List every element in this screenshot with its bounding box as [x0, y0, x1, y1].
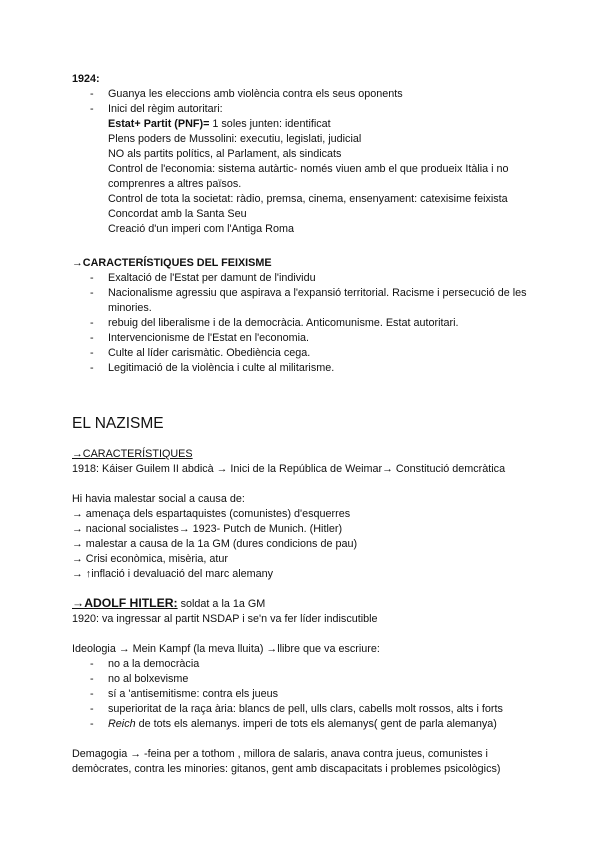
list-item: - Reich de tots els alemanys. imperi de tots els alemanys( gent de parla alemanya)	[90, 718, 497, 730]
weimar-line: 1918: Káiser Guilem II abdicà → Inici de la República de Weimar→ Constitució demcràtica	[72, 463, 506, 475]
list-item: → amenaça dels espartaquistes (comunistes) d'esquerres	[72, 508, 351, 520]
hitler-line: 1920: va ingressar al partit NSDAP i se'n va fer líder indiscutible	[72, 613, 378, 625]
sub-line: Control de tota la societat: ràdio, premsa, cinema, ensenyament: catexisime feixista	[108, 193, 508, 205]
demagogia-paragraph: Demagogia → -feina per a tothom , millora de salaris, anava contra jueus, comunistes i demòcrates, contra les minories: gitanos, gent amb discapacitats i problemes psicològics)	[72, 748, 501, 775]
sub-line: Concordat amb la Santa Seu	[108, 208, 247, 220]
sub-line: Creació d'un imperi com l'Antiga Roma	[108, 223, 294, 235]
hitler-heading-line: →ADOLF HITLER: soldat a la 1a GM	[72, 596, 266, 610]
sub-line: Control de l'economia: sistema autàrtic- només viuen amb el que produeix Itàlia i no comprenres a altres països.	[108, 163, 509, 190]
list-item: - Inici del règim autoritari:	[90, 103, 223, 115]
ideologia-intro: Ideologia → Mein Kampf (la meva lluita) →llibre que va escriure:	[72, 643, 380, 655]
list-item: → ↑inflació i devaluació del marc alemany	[72, 568, 274, 580]
caracteristiques-heading: →CARACTERÍSTIQUES	[72, 448, 193, 460]
list-item: - Legitimació de la violència i culte al militarisme.	[90, 362, 335, 374]
malestar-intro: Hi havia malestar social a causa de:	[72, 493, 245, 505]
feixisme-heading: →CARACTERÍSTIQUES DEL FEIXISME	[72, 257, 272, 269]
list-item: - Culte al líder carismàtic. Obediència cega.	[90, 347, 311, 359]
section-heading-1924: 1924:	[72, 73, 100, 85]
list-item: - Exaltació de l'Estat per damunt de l'individu	[90, 272, 316, 284]
list-item: - sí a 'antisemitisme: contra els jueus	[90, 688, 279, 700]
list-item: - Guanya les eleccions amb violència contra els seus oponents	[90, 88, 403, 100]
list-item: → malestar a causa de la 1a GM (dures condicions de pau)	[72, 538, 358, 550]
list-item: - Intervencionisme de l'Estat en l'economia.	[90, 332, 309, 344]
sub-line: Estat+ Partit (PNF)= 1 soles junten: identificat	[108, 118, 331, 130]
list-item: - superioritat de la raça ària: blancs de pell, ulls clars, cabells molt rossos, alts i forts	[90, 703, 503, 715]
nazisme-title: EL NAZISME	[72, 415, 164, 432]
list-item: → nacional socialistes→ 1923- Putch de Munich. (Hitler)	[72, 523, 343, 535]
list-item: - rebuig del liberalisme i de la democràcia. Anticomunisme. Estat autoritari.	[90, 317, 459, 329]
list-item: → Crisi econòmica, misèria, atur	[72, 553, 228, 565]
hitler-heading: →ADOLF HITLER:	[72, 596, 178, 610]
sub-line: NO als partits polítics, al Parlament, als sindicats	[108, 148, 342, 160]
list-item: - Nacionalisme agressiu que aspirava a l'expansió territorial. Racisme i persecució de les minories.	[90, 287, 527, 314]
sub-line: Plens poders de Mussolini: executiu, legislati, judicial	[108, 133, 362, 145]
list-item: - no a la democràcia	[90, 658, 200, 670]
list-item: - no al bolxevisme	[90, 673, 189, 685]
document-page	[72, 72, 542, 777]
